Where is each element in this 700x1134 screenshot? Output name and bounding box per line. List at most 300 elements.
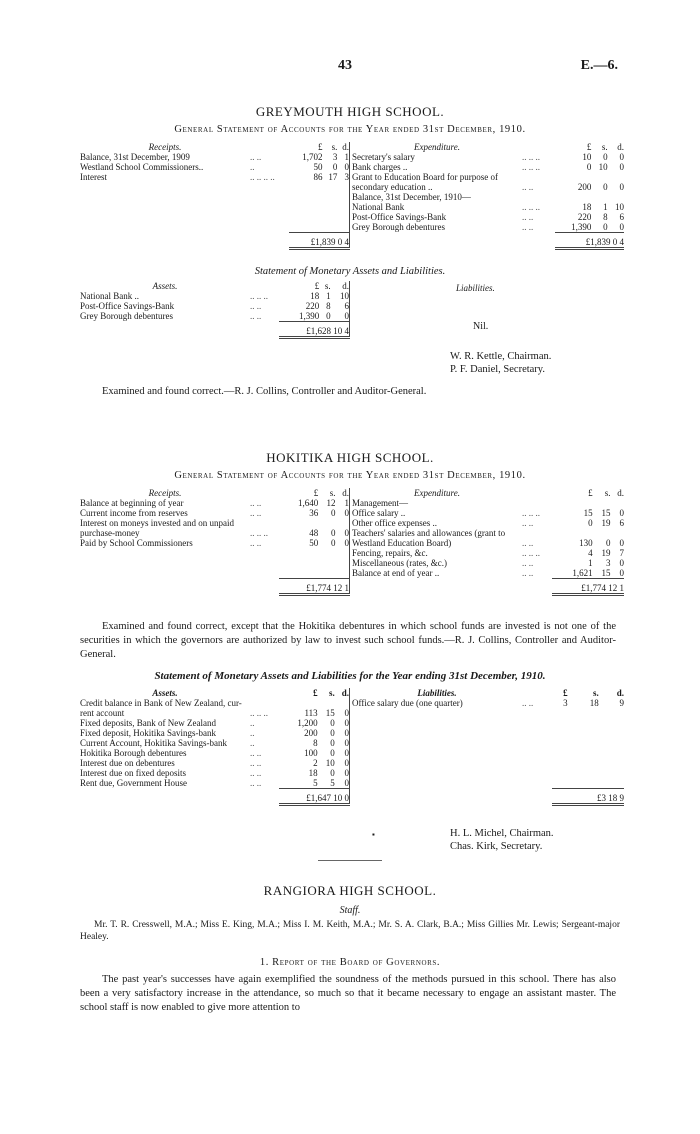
total-spacer <box>352 233 522 249</box>
bullet-mark: ▪ <box>372 830 375 839</box>
dots-column <box>522 688 552 698</box>
table-head-row <box>80 281 350 291</box>
hokitika-expenditure-table <box>352 488 624 596</box>
row-pence: 0 <box>335 708 350 718</box>
document-reference: E.—6. <box>580 58 618 73</box>
rangiora-staff-list: Mr. T. R. Cresswell, M.A.; Miss E. King, M.A.; Miss I. M. Keith, M.A.; Mr. S. A. Clark, B.A.; Miss Gillies Mr. Lewis; Sergeant-major Healey. <box>80 920 620 942</box>
spacer-row <box>80 182 350 192</box>
row-pounds <box>552 498 592 508</box>
row-label: Grey Borough debentures <box>352 222 445 232</box>
row-pence: 0 <box>619 538 624 548</box>
row-leader-dots: .. .. .. <box>250 528 268 538</box>
row-pence: 1 <box>337 152 349 162</box>
total-row <box>352 579 624 595</box>
row-pounds: 1,390 <box>571 222 592 232</box>
row-label: Credit balance in Bank of New Zealand, cur- <box>80 698 242 708</box>
row-shillings: 0 <box>330 538 336 548</box>
row-label: Interest on moneys invested and on unpaid <box>80 518 234 528</box>
greymouth-liabilities-nil: Nil. <box>473 321 489 332</box>
row-label: National Bank <box>352 202 405 212</box>
row-shillings <box>591 172 607 182</box>
row-label: Post-Office Savings-Bank <box>80 301 175 311</box>
dots-column <box>250 142 289 152</box>
hokitika-monetary-title: Statement of Monetary Assets and Liabilities for the Year ending 31st December, 1910. <box>154 670 546 682</box>
row-label: Fencing, repairs, &c. <box>352 548 428 558</box>
row-leader-dots: .. .. <box>522 568 534 578</box>
row-label: Teachers' salaries and allowances (grant to <box>352 528 506 538</box>
table-row <box>80 758 350 768</box>
table-head-row <box>80 142 350 152</box>
total-spacer <box>352 789 522 805</box>
table-row <box>80 518 350 528</box>
pounds-heading: £ <box>588 488 593 498</box>
pounds-heading: £ <box>314 281 320 291</box>
greymouth-audit-note: Examined and found correct.—R. J. Collins, Controller and Auditor-General. <box>102 386 427 397</box>
row-pence <box>611 498 624 508</box>
row-shillings: 0 <box>606 538 611 548</box>
total-value: £1,839 0 4 <box>289 233 350 249</box>
row-shillings: 10 <box>598 162 608 172</box>
row-label: Current income from reserves <box>80 508 188 518</box>
row-shillings: 3 <box>606 558 611 568</box>
table-row <box>80 728 350 738</box>
dots-column <box>250 281 279 291</box>
pounds-heading: £ <box>313 488 319 498</box>
row-shillings: 18 <box>589 698 599 708</box>
total-spacer <box>352 579 522 595</box>
row-shillings: 0 <box>330 508 336 518</box>
row-leader-dots: .. .. <box>522 558 534 568</box>
row-pounds: 100 <box>304 748 318 758</box>
row-leader-dots: .. .. <box>250 538 262 548</box>
row-pence <box>335 518 349 528</box>
row-pence: 6 <box>619 212 624 222</box>
table-row <box>80 172 350 182</box>
row-leader-dots <box>522 172 555 182</box>
table-row <box>80 708 350 718</box>
total-value: £1,647 10 0 <box>279 789 349 805</box>
total-row <box>352 789 624 805</box>
row-pounds: 8 <box>313 738 318 748</box>
spacer-row <box>352 758 624 768</box>
table-row <box>80 718 350 728</box>
row-pence: 0 <box>619 182 624 192</box>
column-heading: Assets. <box>152 281 178 291</box>
table-row <box>352 528 624 538</box>
row-shillings: 8 <box>603 212 608 222</box>
row-pounds: 1,702 <box>302 152 323 162</box>
row-shillings: 10 <box>325 758 335 768</box>
row-pounds: 1 <box>588 558 593 568</box>
column-heading: Receipts. <box>148 488 182 498</box>
total-value: £1,774 12 1 <box>279 579 349 595</box>
greymouth-expenditure-table <box>352 142 624 250</box>
row-leader-dots: .. <box>250 738 255 748</box>
row-pounds: 18 <box>308 768 318 778</box>
table-row <box>352 558 624 568</box>
row-label: Westland School Commissioners.. <box>80 162 204 172</box>
total-spacer <box>80 789 250 805</box>
row-leader-dots: .. .. .. <box>522 202 540 212</box>
row-pence: 9 <box>619 698 624 708</box>
row-pence: 0 <box>335 778 350 789</box>
row-leader-dots: .. .. .. <box>250 291 268 301</box>
row-pence: 0 <box>335 748 350 758</box>
row-shillings <box>591 192 607 202</box>
shillings-heading: s. <box>328 688 335 698</box>
row-shillings: 0 <box>330 718 335 728</box>
row-leader-dots: .. .. <box>250 778 262 788</box>
hokitika-receipts-table <box>80 488 350 596</box>
table-head-row <box>352 142 624 152</box>
row-pounds: 86 <box>313 172 323 182</box>
row-label: Interest due on fixed deposits <box>80 768 186 778</box>
table-row <box>352 192 624 202</box>
row-pence: 0 <box>619 222 624 232</box>
total-spacer <box>522 233 555 249</box>
row-pounds <box>555 192 592 202</box>
row-pence: 0 <box>337 162 349 172</box>
row-shillings: 5 <box>330 778 335 788</box>
row-pounds: 1,621 <box>572 568 593 578</box>
table-row <box>352 202 624 212</box>
row-pence: 0 <box>335 538 349 548</box>
hokitika-signatures <box>450 827 554 853</box>
row-leader-dots <box>522 498 552 508</box>
spacer-row <box>80 192 350 202</box>
table-head-row <box>80 488 350 498</box>
row-pounds: 113 <box>304 708 318 718</box>
row-label: Current Account, Hokitika Savings-bank <box>80 738 227 748</box>
row-shillings: 1 <box>326 291 331 301</box>
row-pence: 0 <box>335 758 350 768</box>
shillings-heading: s. <box>324 281 331 291</box>
table-row <box>352 508 624 518</box>
spacer-row <box>80 212 350 222</box>
row-leader-dots <box>250 518 279 528</box>
row-pence: 3 <box>337 172 349 182</box>
row-shillings <box>318 698 335 708</box>
greymouth-title: GREYMOUTH HIGH SCHOOL. <box>255 104 445 119</box>
row-pounds: 0 <box>588 518 593 528</box>
table-row <box>352 518 624 528</box>
spacer-row <box>352 748 624 758</box>
row-pounds: 130 <box>579 538 593 548</box>
row-shillings: 0 <box>603 152 608 162</box>
row-shillings: 15 <box>601 508 611 518</box>
table-row <box>352 172 624 182</box>
table-row <box>352 162 624 172</box>
table-row <box>80 301 350 311</box>
row-label: rent account <box>80 708 125 718</box>
row-pence <box>608 192 624 202</box>
pence-heading: d. <box>617 488 624 498</box>
row-shillings: 1 <box>603 202 608 212</box>
row-pence <box>611 528 624 538</box>
row-pounds: 0 <box>586 162 592 172</box>
row-pence: 10 <box>615 202 624 212</box>
greymouth-secretary: P. F. Daniel, Secretary. <box>450 364 545 375</box>
row-shillings: 17 <box>328 172 338 182</box>
row-pounds: 1,200 <box>297 718 318 728</box>
row-label: National Bank .. <box>80 291 139 301</box>
row-label: Management— <box>352 498 408 508</box>
table-row <box>352 538 624 548</box>
total-spacer <box>250 579 279 595</box>
hokitika-title: HOKITIKA HIGH SCHOOL. <box>266 450 434 465</box>
pounds-heading: £ <box>317 142 323 152</box>
spacer-row <box>352 738 624 748</box>
table-row <box>80 162 350 172</box>
row-label: Interest <box>80 172 107 182</box>
table-row <box>80 152 350 162</box>
row-pounds <box>279 518 318 528</box>
row-label: Rent due, Government House <box>80 778 187 788</box>
pence-heading: d. <box>331 281 350 291</box>
row-leader-dots <box>522 192 555 202</box>
spacer-row <box>352 778 624 789</box>
row-pounds <box>555 172 592 182</box>
row-shillings: 15 <box>601 568 611 578</box>
total-value: £1,628 10 4 <box>279 322 349 338</box>
dots-column <box>522 488 552 498</box>
table-row <box>80 698 350 708</box>
column-heading: Expenditure. <box>414 488 460 498</box>
row-label: Paid by School Commissioners <box>80 538 193 548</box>
row-shillings: 0 <box>603 222 608 232</box>
row-label: Office salary due (one quarter) <box>352 698 463 708</box>
row-leader-dots: .. .. <box>522 518 534 528</box>
table-row <box>80 498 350 508</box>
greymouth-signatures <box>450 350 551 376</box>
total-spacer <box>250 233 289 249</box>
row-shillings: 19 <box>601 548 611 558</box>
row-shillings: 19 <box>601 518 611 528</box>
row-label: Secretary's salary <box>352 152 415 162</box>
shillings-heading: s. <box>604 488 611 498</box>
table-row <box>352 548 624 558</box>
table-head-row <box>352 688 624 698</box>
row-pounds: 2 <box>313 758 318 768</box>
hokitika-statement-title: General Statement of Accounts for the Year ended 31st December, 1910. <box>174 470 526 481</box>
row-pounds: 1,390 <box>299 311 320 321</box>
total-value: £1,839 0 4 <box>555 233 624 249</box>
row-pounds: 18 <box>582 202 592 212</box>
column-heading: Expenditure. <box>414 142 460 152</box>
row-pounds <box>279 698 317 708</box>
total-row <box>80 233 350 249</box>
row-pounds: 4 <box>588 548 593 558</box>
shillings-heading: s. <box>331 142 338 152</box>
spacer-row <box>352 768 624 778</box>
total-spacer <box>250 322 279 338</box>
row-leader-dots: .. .. <box>250 301 262 311</box>
row-pence: 0 <box>335 508 349 518</box>
total-value: £3 18 9 <box>552 789 624 805</box>
total-row <box>352 233 624 249</box>
row-pounds: 200 <box>304 728 318 738</box>
pence-heading: d. <box>335 688 350 698</box>
row-leader-dots: .. .. <box>522 222 534 232</box>
row-shillings: 0 <box>330 528 336 538</box>
row-pounds: 18 <box>310 291 320 301</box>
pounds-heading: £ <box>563 688 568 698</box>
row-label: Miscellaneous (rates, &c.) <box>352 558 447 568</box>
row-label: Grey Borough debentures <box>80 311 173 321</box>
row-leader-dots <box>250 698 279 708</box>
column-heading: Receipts. <box>148 142 182 152</box>
row-pounds: 36 <box>309 508 319 518</box>
total-spacer <box>250 789 279 805</box>
hokitika-assets-table <box>80 688 350 806</box>
row-pounds: 50 <box>313 162 323 172</box>
row-shillings: 15 <box>325 708 335 718</box>
row-shillings: 0 <box>330 738 335 748</box>
table-row <box>80 508 350 518</box>
page-header <box>0 58 700 78</box>
spacer-row <box>80 222 350 233</box>
column-heading: Assets. <box>152 688 178 698</box>
row-pence: 0 <box>331 311 350 322</box>
row-pounds <box>552 528 592 538</box>
row-pounds: 50 <box>309 538 319 548</box>
pounds-heading: £ <box>586 142 592 152</box>
row-pence: 0 <box>619 558 624 568</box>
table-head-row <box>352 488 624 498</box>
table-row <box>80 291 350 301</box>
pence-heading: d. <box>617 142 624 152</box>
rangiora-report-text: The past year's successes have again exemplified the soundness of the methods pursued in this school. There has also been a very satisfactory increase in the attendance, so much so that it became necessary to engage an assistant master. The school staff is now enabled to give more attention to <box>80 974 616 1013</box>
row-leader-dots: .. .. .. <box>522 508 540 518</box>
rangiora-staff-head: Staff. <box>339 905 361 916</box>
row-leader-dots: .. .. <box>250 498 262 508</box>
row-pounds: 220 <box>305 301 320 311</box>
table-row <box>80 311 350 322</box>
row-shillings: 0 <box>330 748 335 758</box>
row-leader-dots: .. .. <box>522 698 534 708</box>
row-pence: 0 <box>335 738 350 748</box>
dots-column <box>522 142 555 152</box>
pence-heading: d. <box>616 688 624 698</box>
row-shillings: 0 <box>326 311 331 321</box>
spacer-row <box>352 718 624 728</box>
dots-column <box>250 688 279 698</box>
row-label: Other office expenses .. <box>352 518 438 528</box>
row-pence <box>335 698 350 708</box>
table-row <box>80 528 350 538</box>
row-pounds: 10 <box>582 152 592 162</box>
total-row <box>80 579 350 595</box>
row-pounds: 1,640 <box>297 498 319 508</box>
row-pounds: 15 <box>583 508 593 518</box>
row-pounds: 48 <box>309 528 319 538</box>
greymouth-monetary-title: Statement of Monetary Assets and Liabilities. <box>254 266 446 277</box>
row-label: Office salary .. <box>352 508 406 518</box>
greymouth-chairman: W. R. Kettle, Chairman. <box>450 351 552 362</box>
hokitika-chairman: H. L. Michel, Chairman. <box>450 828 554 839</box>
shillings-heading: s. <box>601 142 608 152</box>
hokitika-audit-note: Examined and found correct, except that the Hokitika debentures in which school funds are invested is not one of the securities in which the governors are authorized by law to invest such school funds.—R. J. Collins, Controller and Auditor-General. <box>80 621 616 660</box>
table-row <box>352 498 624 508</box>
row-leader-dots: .. <box>250 718 255 728</box>
greymouth-receipts-table <box>80 142 350 250</box>
row-pounds: 5 <box>313 778 318 788</box>
rangiora-title: RANGIORA HIGH SCHOOL. <box>263 883 437 898</box>
row-leader-dots: .. .. <box>522 538 534 548</box>
total-spacer <box>80 579 250 595</box>
row-pence: 0 <box>619 568 624 578</box>
hokitika-secretary: Chas. Kirk, Secretary. <box>450 841 543 852</box>
row-label: Fixed deposit, Hokitika Savings-bank <box>80 728 216 738</box>
row-pence: 6 <box>619 518 624 528</box>
table-head-row <box>80 688 350 698</box>
row-label: Balance at end of year .. <box>352 568 440 578</box>
row-label: Post-Office Savings-Bank <box>352 212 447 222</box>
total-value: £1,774 12 1 <box>552 579 624 595</box>
row-leader-dots <box>522 528 552 538</box>
row-leader-dots: .. .. <box>250 152 262 162</box>
row-shillings: 0 <box>332 162 338 172</box>
spacer-row <box>352 728 624 738</box>
table-row <box>80 538 350 548</box>
table-row <box>80 778 350 789</box>
row-label: purchase-money <box>80 528 140 538</box>
row-shillings <box>593 528 611 538</box>
row-leader-dots: .. <box>250 728 255 738</box>
row-pence: 0 <box>619 508 624 518</box>
spacer-row <box>80 548 350 558</box>
dots-column <box>250 488 279 498</box>
row-pence: 10 <box>331 291 350 301</box>
row-leader-dots: .. .. <box>250 768 262 778</box>
row-pence: 6 <box>331 301 350 311</box>
row-leader-dots: .. .. .. <box>522 162 540 172</box>
pounds-heading: £ <box>313 688 318 698</box>
row-leader-dots: .. .. .. <box>522 152 540 162</box>
row-label: Balance at beginning of year <box>80 498 184 508</box>
row-pence: 0 <box>335 728 350 738</box>
row-label: Bank charges .. <box>352 162 408 172</box>
row-label: Fixed deposits, Bank of New Zealand <box>80 718 216 728</box>
row-shillings: 0 <box>330 768 335 778</box>
row-leader-dots: .. .. <box>250 311 262 321</box>
row-label: Westland Education Board) <box>352 538 452 548</box>
total-spacer <box>522 579 552 595</box>
row-pence: 7 <box>619 548 624 558</box>
row-pence: 0 <box>335 528 349 538</box>
row-leader-dots: .. .. .. .. <box>250 172 275 182</box>
row-pence: 1 <box>335 498 349 508</box>
row-pence: 0 <box>619 152 624 162</box>
page-number: 43 <box>338 58 352 73</box>
row-label: Grant to Education Board for purpose of <box>352 172 498 182</box>
row-leader-dots: .. .. <box>522 212 534 222</box>
total-row <box>80 322 350 338</box>
row-leader-dots: .. .. <box>522 182 534 192</box>
greymouth-liabilities-head: Liabilities. <box>456 283 495 293</box>
row-shillings: 0 <box>603 182 608 192</box>
row-pence: 0 <box>335 718 350 728</box>
table-row <box>352 212 624 222</box>
hokitika-liabilities-table <box>352 688 624 806</box>
greymouth-assets-table <box>80 281 350 339</box>
row-leader-dots: .. .. .. <box>522 548 540 558</box>
greymouth-statement-title: General Statement of Accounts for the Year ended 31st December, 1910. <box>174 124 526 135</box>
row-pence: 0 <box>619 162 624 172</box>
row-shillings <box>593 498 611 508</box>
row-shillings <box>318 518 335 528</box>
column-heading: Liabilities. <box>417 688 457 698</box>
